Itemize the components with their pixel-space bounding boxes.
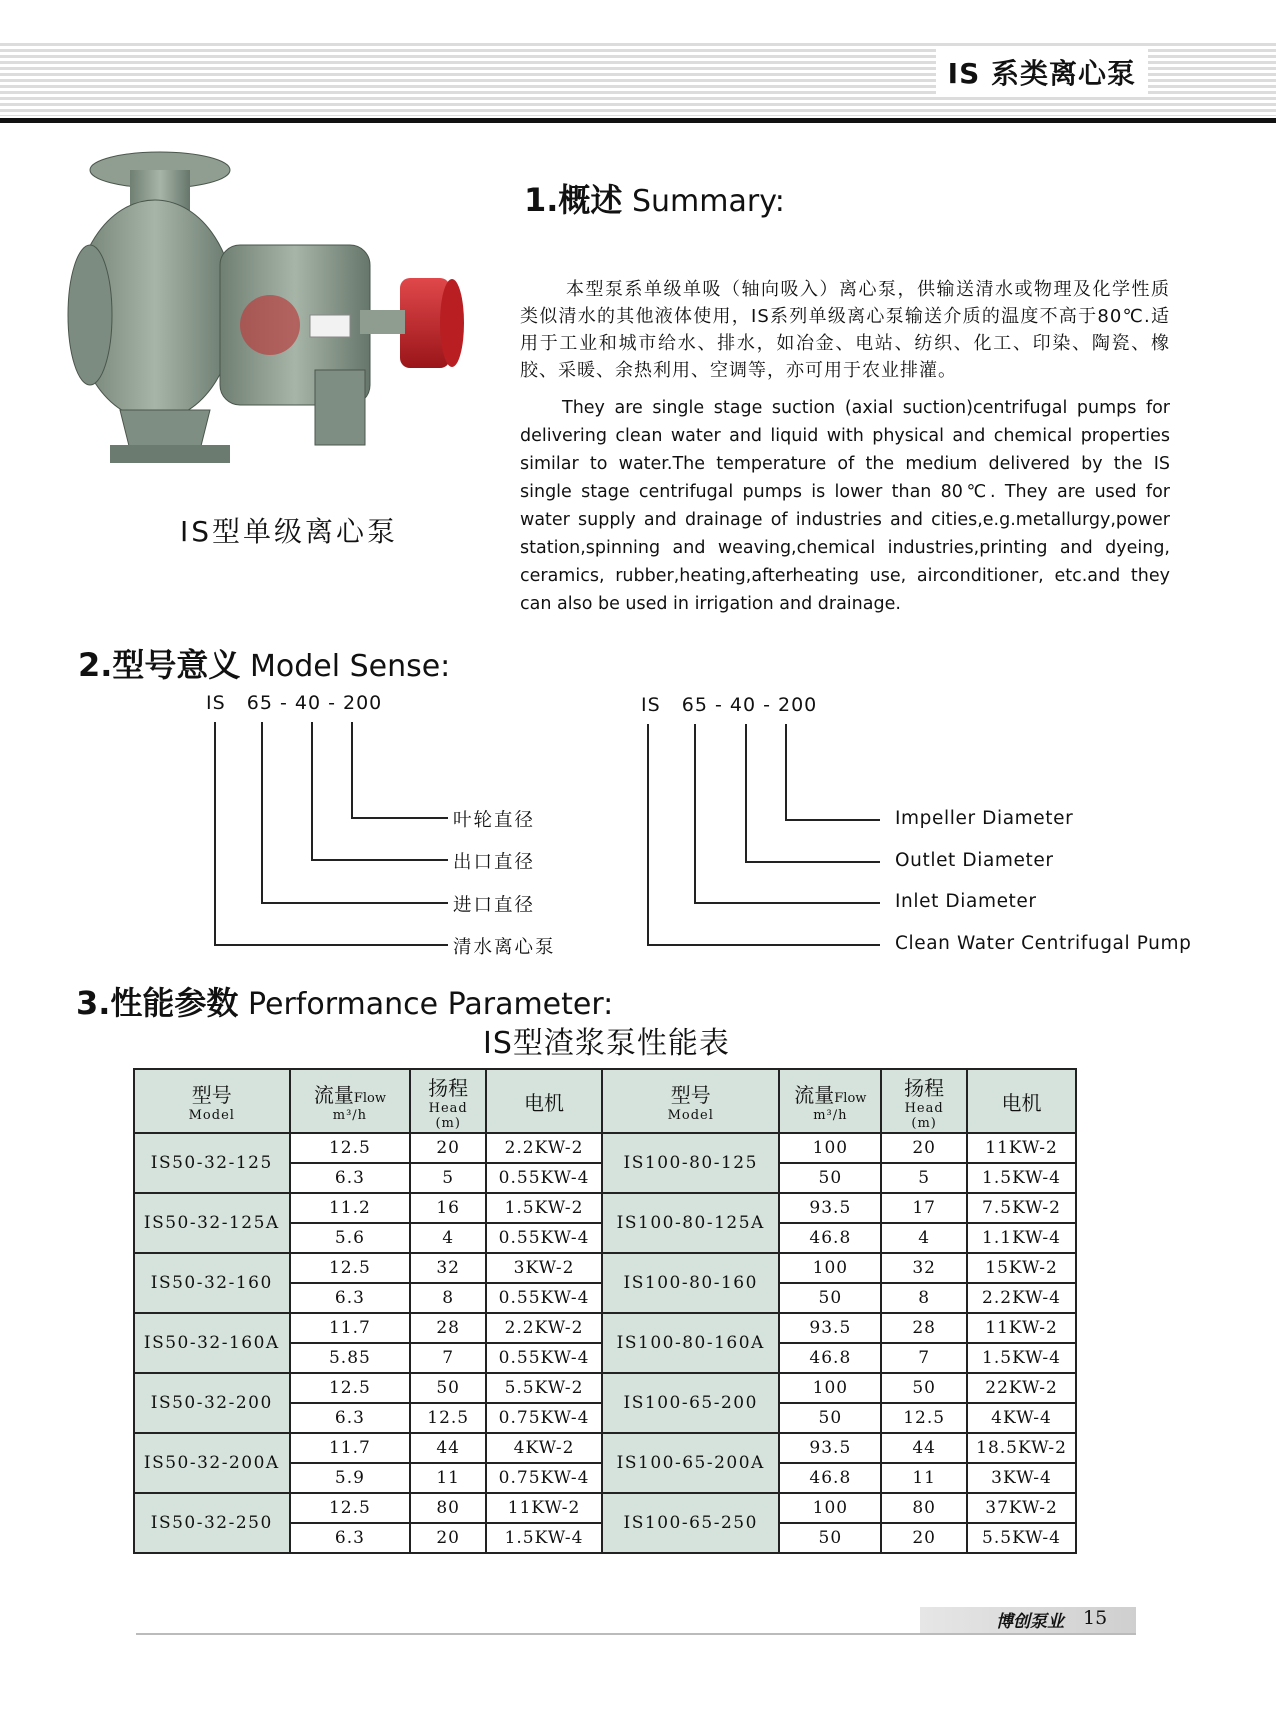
page-header-title: IS 系类离心泵 — [936, 48, 1148, 96]
flow-cell: 93.5 — [779, 1433, 881, 1463]
flow-cell: 11.2 — [290, 1193, 411, 1223]
flow-cell: 100 — [779, 1493, 881, 1523]
th-flow-left: 流量Flow m³/h — [290, 1069, 411, 1133]
head-cell: 16 — [410, 1193, 486, 1223]
head-cell: 80 — [881, 1493, 967, 1523]
motor-cell: 2.2KW-2 — [486, 1133, 602, 1163]
label-impeller-en: Impeller Diameter — [895, 808, 1074, 829]
head-cell: 4 — [410, 1223, 486, 1253]
flow-cell: 46.8 — [779, 1223, 881, 1253]
motor-cell: 2.2KW-4 — [967, 1283, 1076, 1313]
head-cell: 50 — [881, 1373, 967, 1403]
model-cell: IS100-80-160A — [602, 1313, 780, 1373]
head-cell: 5 — [881, 1163, 967, 1193]
th-motor-right: 电机 — [967, 1069, 1076, 1133]
summary-text-cn: 本型泵系单级单吸（轴向吸入）离心泵，供输送清水或物理及化学性质类似清水的其他液体使用，IS系列单级离心泵输送介质的温度不高于80℃.适用于工业和城市给水、排水，如冶金、电站、纺织、化工、印染、陶瓷、橡胶、采暖、余热利用、空调等，亦可用于农业排灌。 — [520, 279, 1170, 381]
flow-cell: 100 — [779, 1133, 881, 1163]
flow-cell: 12.5 — [290, 1493, 411, 1523]
flow-cell: 5.9 — [290, 1463, 411, 1493]
head-cell: 11 — [410, 1463, 486, 1493]
model-cell: IS50-32-125A — [134, 1193, 290, 1253]
head-cell: 5 — [410, 1163, 486, 1193]
model-cell: IS100-65-200A — [602, 1433, 780, 1493]
flow-cell: 50 — [779, 1283, 881, 1313]
motor-cell: 3KW-2 — [486, 1253, 602, 1283]
head-cell: 8 — [881, 1283, 967, 1313]
header-rule — [0, 118, 1276, 123]
head-cell: 28 — [881, 1313, 967, 1343]
motor-cell: 5.5KW-2 — [486, 1373, 602, 1403]
table-row — [134, 1193, 1076, 1223]
motor-cell: 22KW-2 — [967, 1373, 1076, 1403]
motor-cell: 1.5KW-4 — [486, 1523, 602, 1553]
th-flow-right: 流量Flow m³/h — [779, 1069, 881, 1133]
flow-cell: 100 — [779, 1253, 881, 1283]
table-row — [134, 1493, 1076, 1523]
head-cell: 12.5 — [410, 1403, 486, 1433]
th-head-left: 扬程 Head (m) — [410, 1069, 486, 1133]
model-cell: IS100-65-200 — [602, 1373, 780, 1433]
flow-cell: 50 — [779, 1523, 881, 1553]
flow-cell: 12.5 — [290, 1253, 411, 1283]
motor-cell: 11KW-2 — [967, 1133, 1076, 1163]
motor-cell: 2.2KW-2 — [486, 1313, 602, 1343]
table-row — [134, 1313, 1076, 1343]
flow-cell: 6.3 — [290, 1163, 411, 1193]
head-cell: 28 — [410, 1313, 486, 1343]
performance-table — [133, 1068, 1077, 1554]
label-impeller-cn: 叶轮直径 — [453, 810, 536, 831]
label-pump-en: Clean Water Centrifugal Pump — [895, 933, 1192, 954]
head-cell: 20 — [410, 1133, 486, 1163]
flow-cell: 5.85 — [290, 1343, 411, 1373]
motor-cell: 0.55KW-4 — [486, 1163, 602, 1193]
motor-cell: 0.55KW-4 — [486, 1283, 602, 1313]
pump-caption: IS型单级离心泵 — [180, 515, 399, 548]
table-header-row — [134, 1069, 1076, 1133]
model-cell: IS100-80-125A — [602, 1193, 780, 1253]
model-cell: IS100-80-125 — [602, 1133, 780, 1193]
flow-cell: 46.8 — [779, 1343, 881, 1373]
flow-cell: 50 — [779, 1403, 881, 1433]
flow-cell: 93.5 — [779, 1193, 881, 1223]
model-cell: IS50-32-160A — [134, 1313, 290, 1373]
performance-heading: 3.性能参数 Performance Parameter: — [76, 984, 614, 1022]
label-inlet-cn: 进口直径 — [453, 895, 536, 916]
footer-brand: 博创泵业 — [996, 1612, 1064, 1632]
head-cell: 8 — [410, 1283, 486, 1313]
motor-cell: 4KW-2 — [486, 1433, 602, 1463]
model-cell: IS50-32-125 — [134, 1133, 290, 1193]
motor-cell: 4KW-4 — [967, 1403, 1076, 1433]
model-sense-heading: 2.型号意义 Model Sense: — [78, 646, 451, 684]
table-title: IS型渣浆泵性能表 — [483, 1026, 730, 1061]
head-cell: 20 — [410, 1523, 486, 1553]
summary-text-en: They are single stage suction (axial suction)centrifugal pumps for delivering clean water and liquid with physical and chemical properties similar to water.The temperature of the medium delivered by the IS single stage centrifugal pumps is lower than 80℃. They are used for water supply and drainage of industries and cities,e.g.metallurgy,power station,spinning and weaving,chemical industries,printing and dyeing, ceramics, rubber,heating,afterheating use, airconditioner, etc.and they can also be used in irrigation and drainage. — [520, 398, 1170, 614]
flow-cell: 12.5 — [290, 1133, 411, 1163]
label-pump-cn: 清水离心泵 — [453, 937, 556, 958]
flow-cell: 93.5 — [779, 1313, 881, 1343]
flow-cell: 12.5 — [290, 1373, 411, 1403]
motor-cell: 18.5KW-2 — [967, 1433, 1076, 1463]
th-model-right: 型号 Model — [602, 1069, 780, 1133]
head-cell: 11 — [881, 1463, 967, 1493]
model-cell: IS50-32-200 — [134, 1373, 290, 1433]
flow-cell: 6.3 — [290, 1403, 411, 1433]
flow-cell: 11.7 — [290, 1433, 411, 1463]
motor-cell: 11KW-2 — [486, 1493, 602, 1523]
head-cell: 7 — [881, 1343, 967, 1373]
table-row — [134, 1373, 1076, 1403]
motor-cell: 1.5KW-4 — [967, 1343, 1076, 1373]
head-cell: 32 — [410, 1253, 486, 1283]
head-cell: 44 — [410, 1433, 486, 1463]
table-row — [134, 1433, 1076, 1463]
page-number: 15 — [1083, 1607, 1108, 1629]
flow-cell: 5.6 — [290, 1223, 411, 1253]
flow-cell: 100 — [779, 1373, 881, 1403]
motor-cell: 3KW-4 — [967, 1463, 1076, 1493]
label-outlet-cn: 出口直径 — [453, 852, 536, 873]
flow-cell: 46.8 — [779, 1463, 881, 1493]
summary-heading: 1.概述 Summary: — [524, 181, 785, 219]
table-row — [134, 1253, 1076, 1283]
motor-cell: 7.5KW-2 — [967, 1193, 1076, 1223]
th-head-right: 扬程 Head (m) — [881, 1069, 967, 1133]
motor-cell: 0.75KW-4 — [486, 1463, 602, 1493]
head-cell: 12.5 — [881, 1403, 967, 1433]
label-inlet-en: Inlet Diameter — [895, 891, 1037, 912]
motor-cell: 1.5KW-4 — [967, 1163, 1076, 1193]
model-cell: IS50-32-160 — [134, 1253, 290, 1313]
head-cell: 20 — [881, 1133, 967, 1163]
model-cell: IS100-65-250 — [602, 1493, 780, 1553]
model-cell: IS50-32-200A — [134, 1433, 290, 1493]
motor-cell: 0.55KW-4 — [486, 1343, 602, 1373]
flow-cell: 11.7 — [290, 1313, 411, 1343]
motor-cell: 37KW-2 — [967, 1493, 1076, 1523]
head-cell: 7 — [410, 1343, 486, 1373]
motor-cell: 0.55KW-4 — [486, 1223, 602, 1253]
model-cell: IS100-80-160 — [602, 1253, 780, 1313]
motor-cell: 15KW-2 — [967, 1253, 1076, 1283]
model-code-en: IS 65 - 40 - 200 — [641, 694, 818, 716]
label-outlet-en: Outlet Diameter — [895, 850, 1054, 871]
th-model-left: 型号 Model — [134, 1069, 290, 1133]
flow-cell: 6.3 — [290, 1283, 411, 1313]
head-cell: 80 — [410, 1493, 486, 1523]
th-motor-left: 电机 — [486, 1069, 602, 1133]
motor-cell: 0.75KW-4 — [486, 1403, 602, 1433]
model-cell: IS50-32-250 — [134, 1493, 290, 1553]
head-cell: 20 — [881, 1523, 967, 1553]
model-code-cn: IS 65 - 40 - 200 — [206, 692, 383, 714]
motor-cell: 1.1KW-4 — [967, 1223, 1076, 1253]
flow-cell: 50 — [779, 1163, 881, 1193]
head-cell: 32 — [881, 1253, 967, 1283]
motor-cell: 1.5KW-2 — [486, 1193, 602, 1223]
motor-cell: 5.5KW-4 — [967, 1523, 1076, 1553]
footer-rule — [136, 1633, 1136, 1635]
head-cell: 17 — [881, 1193, 967, 1223]
pump-image — [60, 150, 500, 510]
head-cell: 4 — [881, 1223, 967, 1253]
head-cell: 44 — [881, 1433, 967, 1463]
table-row — [134, 1133, 1076, 1163]
head-cell: 50 — [410, 1373, 486, 1403]
flow-cell: 6.3 — [290, 1523, 411, 1553]
motor-cell: 11KW-2 — [967, 1313, 1076, 1343]
